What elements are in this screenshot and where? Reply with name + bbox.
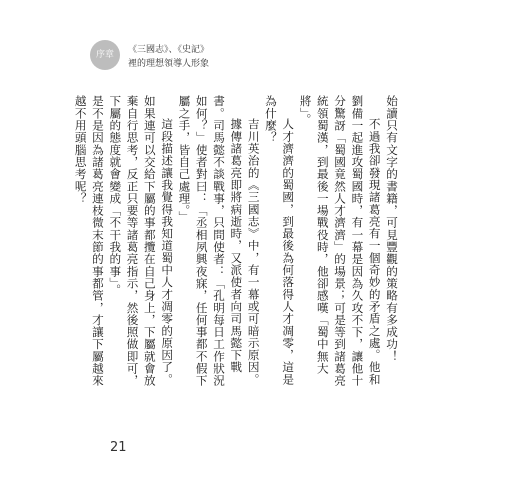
- paragraph: 不過我卻發現諸葛亮有一個奇妙的矛盾之處。他和劉備一起進攻蜀國時，有一幕是因為久攻不下，讓他十分驚訝「蜀國竟然人才濟濟」的場景；可是等到諸葛亮統領蜀漢，到最後一場戰役時，他卻感嘆「蜀中無大將」。: [298, 95, 382, 387]
- chapter-subtitle: 裡的理想領導人形象: [128, 59, 210, 69]
- chapter-header: [90, 40, 310, 74]
- paragraph: 據傳諸葛亮即將病逝時，又派使者向司馬懿下戰書。司馬懿不談戰事，只問使者：「孔明每日工作狀況如何？」使者對曰：「丞相夙興夜寐，任何事都不假下屬之手，皆自己處理。」: [177, 95, 244, 387]
- chapter-title: 《三國志》、《史記》: [128, 45, 210, 55]
- page-number: 21: [110, 440, 127, 455]
- paragraph: 人才濟濟的蜀國，到最後為何落得人才凋零，這是為什麼？: [263, 95, 296, 386]
- body-text: [73, 95, 400, 395]
- paragraph: 始讀只有文字的書籍，可見豐觀的策略有多成功！: [385, 95, 399, 363]
- chapter-badge: 序章: [90, 40, 120, 70]
- paragraph: 這段描述讓我覺得我知道蜀中人才凋零的原因了。如果連可以交給下屬的事都攬在自己身上，下屬就會放棄自行思考，反正只要等諸葛亮指示，然後照做即可，下屬的態度就會變成「不干我的事」。: [108, 95, 175, 387]
- paragraph: 吉川英治的《三國志》中，有一幕或可暗示原因。: [246, 118, 261, 386]
- paragraph: 是不是因為諸葛亮連枝微末節的事都管，才讓下屬越來越不用頭腦思考呢？: [73, 95, 105, 387]
